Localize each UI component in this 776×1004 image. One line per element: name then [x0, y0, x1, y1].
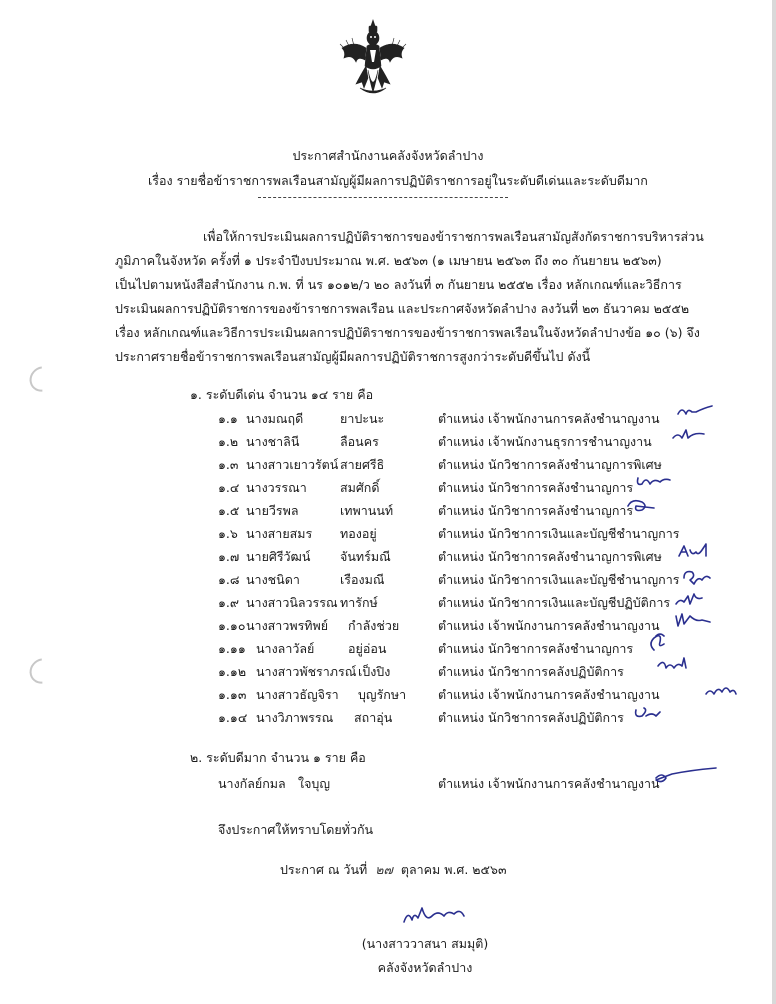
- item-position: ตำแหน่ง นักวิชาการเงินและบัญชีชำนาญการ: [438, 526, 680, 541]
- item-name: นางสาวพัชราภรณ์: [256, 664, 357, 679]
- item-number: ๑.๗: [218, 549, 240, 564]
- item-surname: อยู่อ่อน: [348, 641, 387, 656]
- handwritten-initial: [674, 588, 714, 610]
- list-item: [0, 432, 776, 454]
- item-name: นางกัลย์กมล: [218, 776, 286, 791]
- handwritten-initial: [656, 654, 696, 676]
- list-item: [0, 409, 776, 431]
- item-number: ๑.๑๓: [218, 687, 247, 702]
- item-number: ๑.๘: [218, 572, 240, 587]
- item-name: นายศิรีวัฒน์: [246, 549, 311, 564]
- item-surname: จันทร์มณี: [340, 549, 391, 564]
- item-surname: กำลังช่วย: [348, 618, 400, 633]
- item-surname: ทารักษ์: [340, 595, 378, 610]
- intro-line-4: ประเมินผลการปฏิบัติราชการของข้าราชการพลเรือน และประกาศจังหวัดลำปาง ลงวันที่ ๒๓ ธันวาคม ๒๕๕๒: [115, 301, 690, 316]
- handwritten-initial: [652, 764, 722, 790]
- item-number: ๑.๙: [218, 595, 240, 610]
- item-number: ๑.๑๐: [218, 618, 246, 633]
- handwritten-initial: [644, 630, 684, 656]
- item-name: นางมณฤดี: [246, 411, 304, 426]
- handwritten-initial: [676, 400, 716, 422]
- item-number: ๑.๖: [218, 526, 238, 541]
- item-number: ๑.๑๒: [218, 664, 247, 679]
- item-position: ตำแหน่ง นักวิชาการคลังปฏิบัติการ: [438, 710, 624, 725]
- item-number: ๑.๑๔: [218, 710, 248, 725]
- item-name: นางวิภาพรรณ: [256, 710, 334, 725]
- intro-line-2: ภูมิภาคในจังหวัด ครั้งที่ ๑ ประจำปีงบประมาณ พ.ศ. ๒๕๖๓ (๑ เมษายน ๒๕๖๓ ถึง ๓๐ กันยายน ๒๕๖๓): [115, 253, 662, 268]
- item-number: ๑.๑: [218, 411, 238, 426]
- list-item: [0, 570, 776, 592]
- item-name: นางลาวัลย์: [256, 641, 315, 656]
- intro-line-1: เพื่อให้การประเมินผลการปฏิบัติราชการของข้าราชการพลเรือนสามัญสังกัดราชการบริหารส่วน: [203, 229, 704, 244]
- title-divider: [258, 197, 508, 198]
- section-2-heading: ๒. ระดับดีมาก จำนวน ๑ ราย คือ: [190, 750, 366, 765]
- item-position: ตำแหน่ง นักวิชาการเงินและบัญชีปฏิบัติการ: [438, 595, 671, 610]
- list-item: [0, 524, 776, 546]
- item-position: ตำแหน่ง นักวิชาการคลังชำนาญการ: [438, 503, 634, 518]
- announcement-subject: เรื่อง รายชื่อข้าราชการพลเรือนสามัญผู้มีผลการปฏิบัติราชการอยู่ในระดับดีเด่นและระดับดีมาก: [148, 173, 648, 188]
- item-number: ๑.๓: [218, 457, 239, 472]
- item-number: ๑.๑๑: [218, 641, 246, 656]
- handwritten-initial: [704, 680, 744, 702]
- item-name: นางวรรณา: [246, 480, 307, 495]
- item-position: ตำแหน่ง เจ้าพนักงานธุรการชำนาญงาน: [438, 434, 652, 449]
- signer-title: คลังจังหวัดลำปาง: [377, 960, 473, 975]
- item-position: ตำแหน่ง เจ้าพนักงานการคลังชำนาญงาน: [438, 776, 660, 791]
- item-position: ตำแหน่ง นักวิชาการคลังชำนาญการ: [438, 641, 634, 656]
- item-name: นางชาลินี: [246, 434, 300, 449]
- item-number: ๑.๕: [218, 503, 240, 518]
- date-line: [280, 862, 507, 877]
- item-name: นางสายสมร: [246, 526, 313, 541]
- item-name: นางสาวเยาวรัตน์: [246, 457, 339, 472]
- list-item: [0, 593, 776, 615]
- item-surname: เรืองมณี: [340, 572, 385, 587]
- intro-line-5: เรื่อง หลักเกณฑ์และวิธีการประเมินผลการปฏิบัติราชการของข้าราชการพลเรือนในจังหวัดลำปางข้อ ๑๐ (๖) จึง: [115, 325, 700, 340]
- handwritten-initial: [672, 608, 712, 632]
- item-position: ตำแหน่ง นักวิชาการคลังชำนาญการพิเศษ: [438, 549, 662, 564]
- intro-line-3: เป็นไปตามหนังสือสำนักงาน ก.พ. ที่ นร ๑๐๑๒/ว ๒๐ ลงวันที่ ๓ กันยายน ๒๕๕๒ เรื่อง หลักเกณฑ์และวิธีการ: [115, 277, 682, 292]
- item-surname: สมศักดิ์: [340, 480, 380, 495]
- item-surname: สถาอุ่น: [354, 710, 393, 725]
- item-surname: ใจบุญ: [298, 776, 331, 791]
- handwritten-initial: [634, 470, 674, 492]
- garuda-emblem: [338, 18, 408, 100]
- item-surname: สายศรีธิ: [340, 457, 385, 472]
- date-prefix: ประกาศ ณ วันที่: [280, 862, 368, 877]
- item-name: นายวีรพล: [246, 503, 299, 518]
- item-name: นางสาวธัญจิรา: [256, 687, 339, 702]
- closing-statement: จึงประกาศให้ทราบโดยทั่วกัน: [218, 822, 374, 837]
- handwritten-initial: [624, 494, 664, 516]
- item-number: ๑.๒: [218, 434, 239, 449]
- handwritten-initial: [670, 424, 710, 446]
- item-name: นางสาวพรทิพย์: [246, 618, 329, 633]
- item-position: ตำแหน่ง นักวิชาการคลังชำนาญการ: [438, 480, 634, 495]
- item-position: ตำแหน่ง เจ้าพนักงานการคลังชำนาญงาน: [438, 687, 660, 702]
- date-suffix: ตุลาคม พ.ศ. ๒๕๖๓: [400, 862, 507, 877]
- section-1-heading: ๑. ระดับดีเด่น จำนวน ๑๔ ราย คือ: [190, 387, 374, 402]
- item-surname: เป็งปิง: [358, 664, 391, 679]
- item-position: ตำแหน่ง นักวิชาการคลังชำนาญการพิเศษ: [438, 457, 662, 472]
- item-number: ๑.๔: [218, 480, 240, 495]
- punch-hole-mark: [24, 361, 59, 396]
- item-surname: บุญรักษา: [358, 687, 407, 702]
- signer-name: (นางสาววาสนา สมมุติ): [361, 936, 489, 951]
- item-name: นางสาวนิลวรรณ: [246, 595, 338, 610]
- item-surname: เทพานนท์: [340, 503, 394, 518]
- item-surname: ยาปะนะ: [340, 411, 385, 426]
- handwritten-initial: [680, 566, 720, 588]
- item-position: ตำแหน่ง เจ้าพนักงานการคลังชำนาญงาน: [438, 411, 660, 426]
- announcement-title: ประกาศสำนักงานคลังจังหวัดลำปาง: [292, 148, 484, 163]
- item-name: นางชนิดา: [246, 572, 300, 587]
- item-position: ตำแหน่ง นักวิชาการเงินและบัญชีชำนาญการ: [438, 572, 680, 587]
- date-day: ๒๗: [375, 862, 393, 877]
- handwritten-initial: [632, 702, 672, 724]
- handwritten-initial: [676, 540, 716, 562]
- list-item: [0, 547, 776, 569]
- item-surname: ลือนคร: [340, 434, 379, 449]
- item-position: ตำแหน่ง นักวิชาการคลังปฏิบัติการ: [438, 664, 624, 679]
- signer-signature: [398, 900, 478, 934]
- intro-line-6: ประกาศรายชื่อข้าราชการพลเรือนสามัญผู้มีผลการปฏิบัติราชการสูงกว่าระดับดีขึ้นไป ดังนี้: [115, 349, 591, 364]
- item-surname: ทองอยู่: [340, 526, 377, 541]
- item-position: ตำแหน่ง เจ้าพนักงานการคลังชำนาญงาน: [438, 618, 660, 633]
